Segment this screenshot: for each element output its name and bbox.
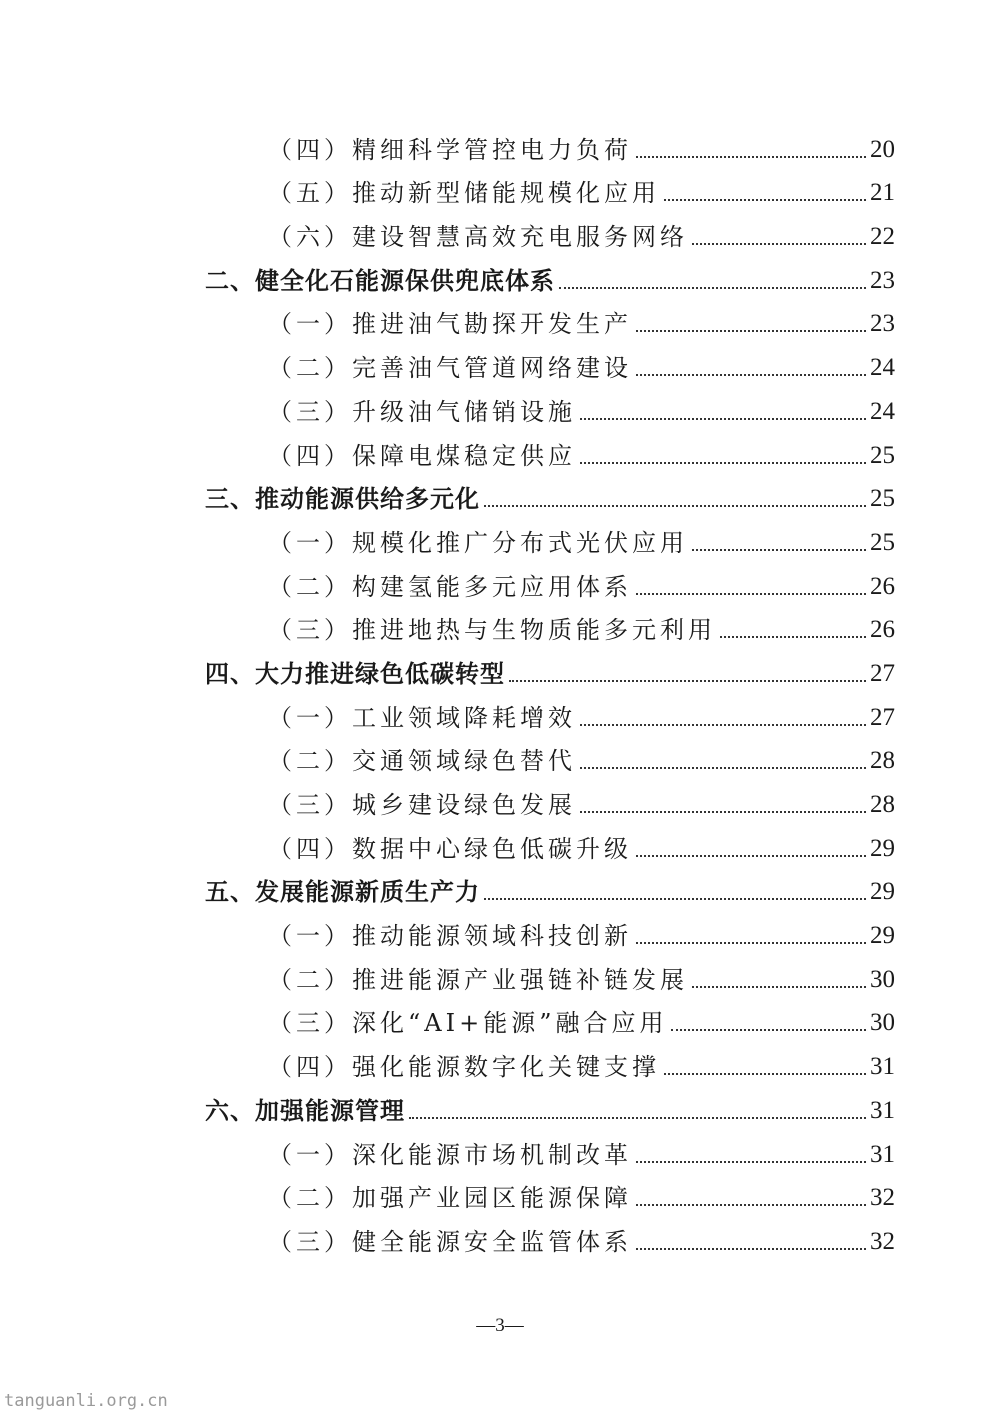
toc-page-number: 27 [870,703,895,731]
toc-entry-title: （一）推动能源领域科技创新 [268,922,632,951]
toc-page-number: 32 [870,1227,895,1255]
toc-dot-leader [671,1029,866,1031]
toc-entry-title: （四）保障电煤稳定供应 [268,441,576,470]
toc-dot-leader [409,1117,866,1119]
toc-page-number: 31 [870,1140,895,1168]
toc-page-number: 31 [870,1096,895,1124]
toc-page-number: 25 [870,441,895,469]
toc-section-row[interactable] [205,212,895,256]
toc-page-number: 29 [870,834,895,862]
toc-dot-leader [692,243,866,245]
toc-section-row[interactable] [205,387,895,431]
toc-dot-leader [580,462,866,464]
toc-dot-leader [636,855,866,857]
toc-entry-title: （三）健全能源安全监管体系 [268,1227,632,1256]
toc-entry-title: （一）工业领域降耗增效 [268,703,576,732]
toc-dot-leader [636,1248,866,1250]
toc-chapter-row[interactable] [205,868,895,912]
toc-section-row[interactable] [205,780,895,824]
toc-page-number: 23 [870,310,895,338]
toc-section-row[interactable] [205,1042,895,1086]
toc-entry-title: 四、大力推进绿色低碳转型 [205,658,505,688]
toc-chapter-row[interactable] [205,649,895,693]
toc-page-number: 27 [870,659,895,687]
toc-page-number: 25 [870,485,895,513]
toc-entry-title: （二）完善油气管道网络建设 [268,354,632,383]
toc-dot-leader [636,330,866,332]
toc-section-row[interactable] [205,824,895,868]
toc-page-number: 24 [870,354,895,382]
toc-section-row[interactable] [205,955,895,999]
toc-dot-leader [580,767,866,769]
toc-dot-leader [509,680,866,682]
toc-chapter-row[interactable] [205,256,895,300]
toc-entry-title: （三）深化“AI+能源”融合应用 [268,1009,668,1038]
toc-page-number: 28 [870,791,895,818]
toc-dot-leader [636,156,866,158]
toc-section-row[interactable] [205,343,895,387]
toc-entry-title: （二）交通领域绿色替代 [268,747,576,776]
toc-section-row[interactable] [205,737,895,781]
toc-chapter-row[interactable] [205,475,895,519]
toc-section-row[interactable] [205,125,895,169]
toc-page-number: 30 [870,965,895,993]
toc-dot-leader [636,1204,866,1206]
toc-entry-title: 五、发展能源新质生产力 [205,877,480,907]
toc-entry-title: （三）推进地热与生物质能多元利用 [268,616,716,645]
toc-entry-title: （一）推进油气勘探开发生产 [268,310,632,339]
toc-page-number: 26 [870,572,895,600]
toc-entry-title: （五）推动新型储能规模化应用 [268,179,660,208]
toc-dot-leader [484,898,866,900]
toc-entry-title: 三、推动能源供给多元化 [205,484,480,514]
toc-page-number: 28 [870,747,895,775]
toc-section-row[interactable] [205,1130,895,1174]
toc-page-number: 25 [870,528,895,556]
toc-dot-leader [692,549,866,551]
toc-page-number: 31 [870,1053,895,1081]
toc-chapter-row[interactable] [205,1086,895,1130]
toc-page-number: 32 [870,1184,895,1212]
toc-dot-leader [580,811,866,813]
toc-entry-title: 二、健全化石能源保供兜底体系 [205,265,555,295]
toc-dot-leader [636,593,866,595]
toc-section-row[interactable] [205,562,895,606]
toc-section-row[interactable] [205,606,895,650]
toc-section-row[interactable] [205,1217,895,1261]
toc-section-row[interactable] [205,693,895,737]
toc-page-number: 24 [870,397,895,425]
toc-entry-title: （二）构建氢能多元应用体系 [268,572,632,601]
toc-page-number: 23 [870,266,895,294]
toc-entry-title: （二）加强产业园区能源保障 [268,1184,632,1213]
toc-entry-title: （四）数据中心绿色低碳升级 [268,834,632,863]
toc-dot-leader [692,986,866,988]
toc-page-number: 26 [870,616,895,644]
toc-page-number: 30 [870,1009,895,1037]
toc-dot-leader [580,418,866,420]
toc-section-row[interactable] [205,911,895,955]
toc-section-row[interactable] [205,999,895,1043]
toc-page-number: 29 [870,922,895,950]
toc-entry-title: （一）规模化推广分布式光伏应用 [268,528,688,557]
toc-dot-leader [484,505,866,507]
toc-section-row[interactable] [205,169,895,213]
toc-section-row[interactable] [205,518,895,562]
toc-dot-leader [636,374,866,376]
toc-page-number: 21 [870,179,895,207]
toc-page-number: 22 [870,223,895,251]
toc-entry-title: （二）推进能源产业强链补链发展 [268,965,688,994]
table-of-contents [205,125,895,1261]
toc-section-row[interactable] [205,431,895,475]
toc-entry-title: （三）升级油气储销设施 [268,397,576,426]
toc-dot-leader [720,636,866,638]
toc-entry-title: （四）强化能源数字化关键支撑 [268,1053,660,1082]
toc-entry-title: （四）精细科学管控电力负荷 [268,135,632,164]
toc-entry-title: （六）建设智慧高效充电服务网络 [268,223,688,252]
watermark-text: tanguanli.org.cn [4,1391,168,1411]
toc-dot-leader [559,287,866,289]
toc-entry-title: （一）深化能源市场机制改革 [268,1140,632,1169]
toc-page-number: 29 [870,878,895,906]
toc-dot-leader [664,199,866,201]
toc-dot-leader [636,1161,866,1163]
toc-section-row[interactable] [205,1174,895,1218]
toc-page-number: 20 [870,135,895,163]
toc-dot-leader [636,942,866,944]
toc-section-row[interactable] [205,300,895,344]
page-number: —3— [476,1315,524,1336]
toc-entry-title: 六、加强能源管理 [205,1095,405,1125]
toc-dot-leader [580,724,866,726]
toc-entry-title: （三）城乡建设绿色发展 [268,791,576,819]
toc-dot-leader [664,1073,866,1075]
